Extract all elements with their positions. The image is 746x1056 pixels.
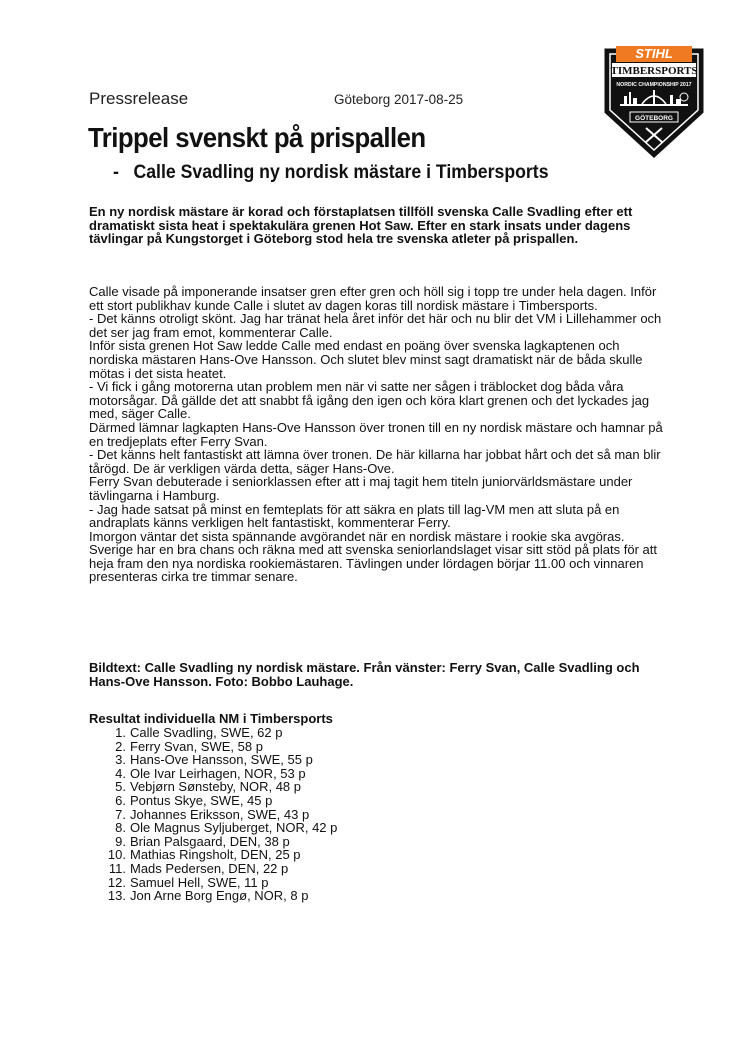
rank-number: 6.: [115, 792, 126, 808]
lead-paragraph: En ny nordisk mästare är korad och förstaplatsen tillföll svenska Calle Svadling efter ett dramatiskt sista heat i spektakulära grenen Hot Saw. Efter en stark insats under dagens tävlingar på Kungstorget i Göteborg stod hela tre svenska atleter på prispallen.: [89, 204, 633, 247]
list-item: [89, 726, 337, 740]
logo-badge-icon: [602, 42, 706, 160]
result-text: Ferry Svan, SWE, 58 p: [130, 738, 263, 754]
results-list: [89, 726, 337, 903]
result-text: Ole Ivar Leirhagen, NOR, 53 p: [130, 765, 306, 781]
result-text: Pontus Skye, SWE, 45 p: [130, 792, 273, 808]
body-paragraph: - Vi fick i gång motorerna utan problem men när vi satte ner sågen i träblocket dog båda våra motorsågar. Då gällde det att snabbt få igång den igen och köra klart grenen och det lyckades jag med, säger Calle.: [89, 379, 650, 422]
result-text: Mads Pedersen, DEN, 22 p: [130, 860, 289, 876]
result-text: Brian Palsgaard, DEN, 38 p: [130, 833, 290, 849]
list-item: [89, 808, 337, 822]
rank-number: 1.: [115, 725, 126, 740]
rank-number: 7.: [115, 806, 126, 822]
result-text: Jon Arne Borg Engø, NOR, 8 p: [130, 888, 309, 904]
rank-number: 8.: [115, 820, 126, 836]
result-text: Johannes Eriksson, SWE, 43 p: [130, 806, 310, 822]
rank-number: 5.: [115, 779, 126, 795]
list-item: [89, 862, 337, 876]
result-text: Calle Svadling, SWE, 62 p: [130, 725, 283, 740]
body-paragraph: Imorgon väntar det sista spännande avgörandet när en nordisk mästare i rookie ska avgöras. Sverige har en bra chans och räkna med att svenska seniorlandslaget visar sitt stöd på plats för att heja fram den nya nordiska rookiemästaren. Tävlingen under lördagen börjar 11.00 och vinnaren presenteras cirka tre timmar senare.: [89, 528, 657, 585]
city-text: GÖTEBORG: [635, 115, 673, 122]
article-body: [89, 285, 669, 584]
page-subtitle: [113, 162, 549, 184]
subtitle-text: Calle Svadling ny nordisk mästare i Timbersports: [133, 162, 549, 183]
subtitle-dash: -: [113, 162, 119, 183]
body-paragraph: Ferry Svan debuterade i seniorklassen efter att i maj tagit hem titeln juniorvärldsmästare under tävlingarna i Hamburg.: [89, 474, 633, 503]
list-item: [89, 835, 337, 849]
body-paragraph: Inför sista grenen Hot Saw ledde Calle med endast en poäng över svenska lagkaptenen och nordiska mästaren Hans-Ove Hansson. Och slutet blev minst sagt dramatiskt när de båda skulle mötas i det sista heatet.: [89, 338, 643, 381]
event-text: NORDIC CHAMPIONSHIP 2017: [616, 82, 692, 88]
rank-number: 9.: [115, 833, 126, 849]
rank-number: 4.: [115, 765, 126, 781]
dateline: Göteborg 2017-08-25: [334, 92, 464, 107]
result-text: Hans-Ove Hansson, SWE, 55 p: [130, 752, 313, 768]
result-text: Mathias Ringsholt, DEN, 25 p: [130, 847, 301, 863]
results-heading: Resultat individuella NM i Timbersports: [89, 711, 333, 726]
rank-number: 13.: [107, 888, 126, 904]
rank-number: 10.: [107, 847, 126, 863]
rank-number: 2.: [115, 738, 126, 754]
product-text: TIMBERSPORTS: [610, 65, 698, 77]
body-paragraph: - Jag hade satsat på minst en femteplats för att säkra en plats till lag-VM men att sluta på en andraplats känns verkligen helt fantastiskt, kommenterar Ferry.: [89, 501, 620, 531]
list-item: [89, 876, 337, 890]
rank-number: 3.: [115, 752, 126, 768]
body-paragraph: - Det känns helt fantastiskt att lämna över tronen. De här killarna har jobbat hårt och det så man blir tårögd. De är verkligen värda detta, säger Hans-Ove.: [89, 447, 661, 476]
result-text: Vebjørn Sønsteby, NOR, 48 p: [130, 779, 301, 795]
brand-text: STIHL: [635, 46, 673, 61]
list-item: [89, 767, 337, 781]
list-item: [89, 794, 337, 808]
list-item: [89, 848, 337, 862]
list-item: [89, 821, 337, 835]
photo-caption: Bildtext: Calle Svadling ny nordisk mästare. Från vänster: Ferry Svan, Calle Svadling och Hans-Ove Hansson. Foto: Bobbo Lauhage.: [89, 660, 640, 689]
list-item: [89, 740, 337, 754]
document-type-label: Pressrelease: [89, 89, 189, 108]
rank-number: 12.: [107, 874, 126, 890]
list-item: [89, 889, 337, 903]
result-text: Samuel Hell, SWE, 11 p: [130, 874, 269, 890]
stihl-timbersports-logo: [602, 42, 706, 160]
result-text: Ole Magnus Syljuberget, NOR, 42 p: [130, 820, 338, 836]
page-title: Trippel svenskt på prispallen: [88, 122, 426, 153]
list-item: [89, 753, 337, 767]
list-item: [89, 780, 337, 794]
rank-number: 11.: [108, 860, 126, 876]
body-paragraph: Därmed lämnar lagkapten Hans-Ove Hansson över tronen till en ny nordisk mästare och hamnar på en tredjeplats efter Ferry Svan.: [89, 419, 663, 449]
body-paragraph: Calle visade på imponerande insatser gren efter gren och höll sig i topp tre under hela dagen. Inför ett stort publikhav kunde Calle i slutet av dagen koras till nordisk mästare i Timbersports.: [89, 284, 657, 313]
body-paragraph: - Det känns otroligt skönt. Jag har tränat hela året inför det här och nu blir det VM i Lillehammer och det ser jag fram emot, kommenterar Calle.: [89, 311, 662, 340]
